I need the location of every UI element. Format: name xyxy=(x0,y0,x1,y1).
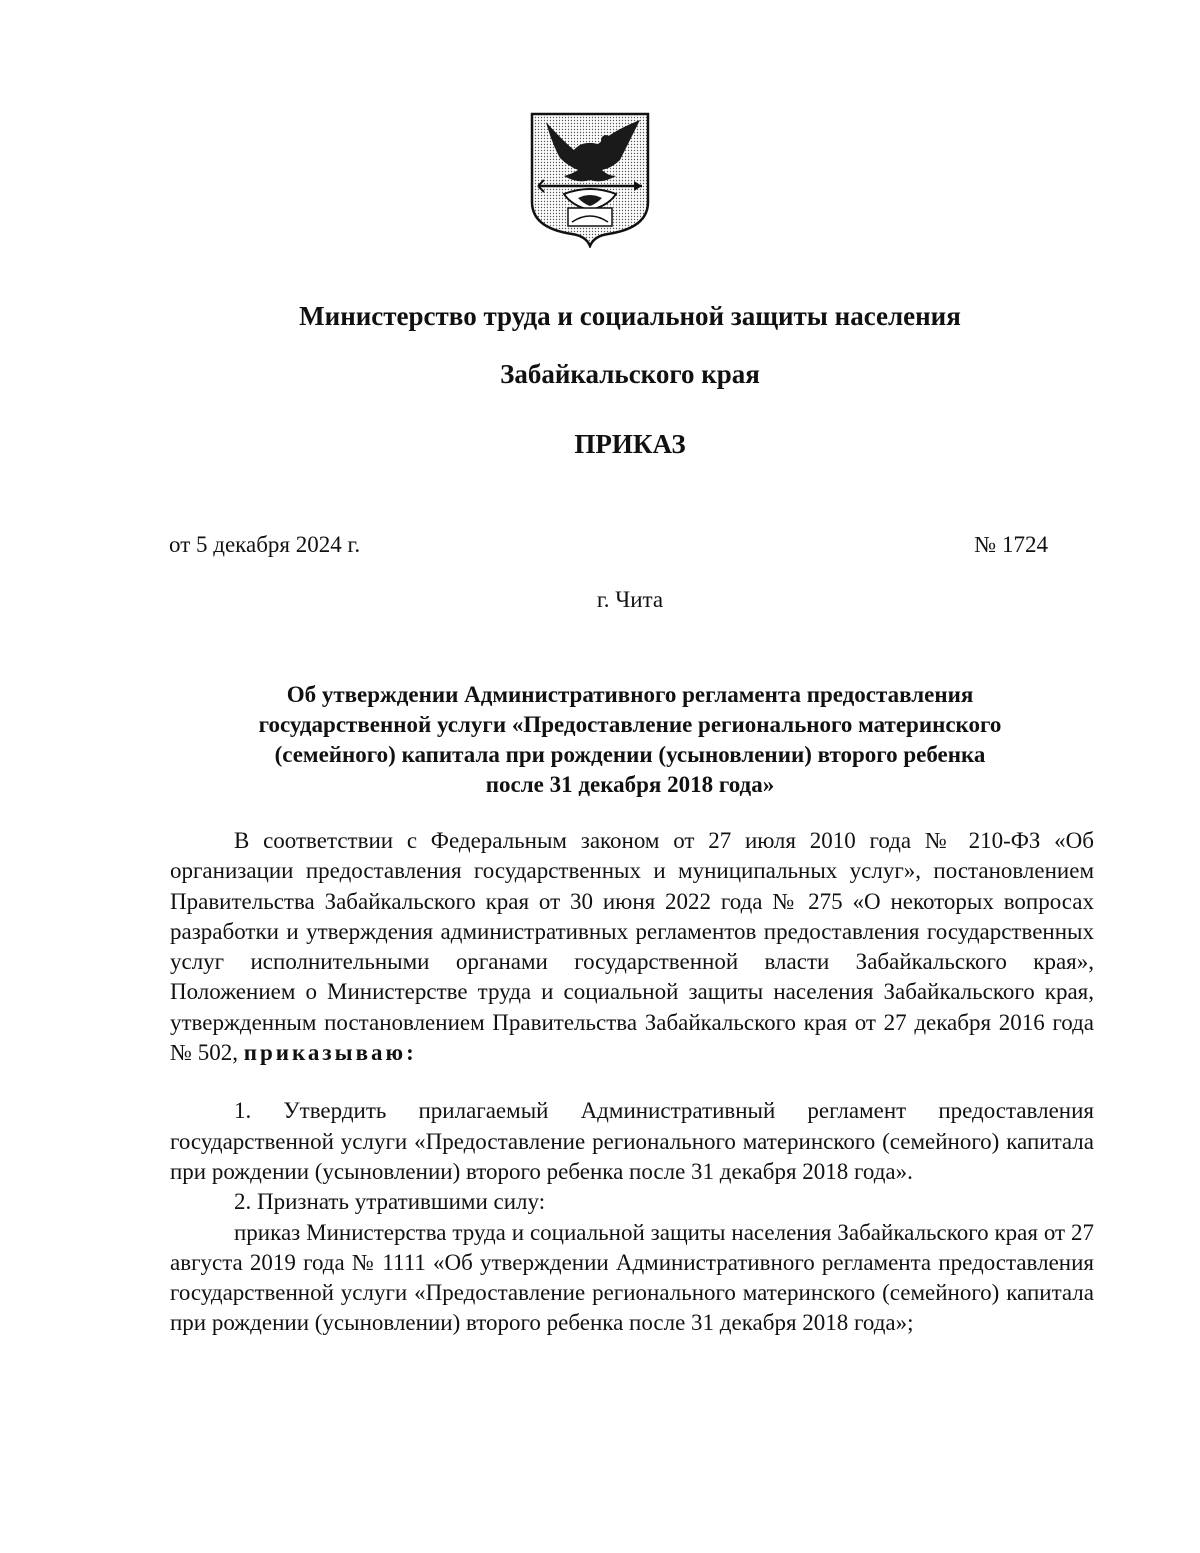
title-line: государственной услуги «Предоставление регионального материнского xyxy=(258,712,1002,737)
item-2-paragraph: 2. Признать утратившими силу: xyxy=(234,1189,546,1215)
document-city: г. Чита xyxy=(596,587,664,612)
title-line: (семейного) капитала при рождении (усыновлении) второго ребенка xyxy=(274,742,986,767)
document-title xyxy=(170,680,1090,800)
organization-name-line1: Министерство труда и социальной защиты населения xyxy=(299,301,961,331)
document-body xyxy=(170,826,1094,1339)
order-word: приказываю: xyxy=(243,1040,417,1066)
item-2-sub-1-paragraph: приказ Министерства труда и социальной защиты населения Забайкальского края от 27 августа 2019 года № 1111 «Об утверждении Административного регламента предоставления государственной услуги «Предоставление регионального материнского (семейного) капитала при рождении (усыновлении) второго ребенка после 31 декабря 2018 года»; xyxy=(170,1219,1094,1336)
item-1-paragraph: 1. Утвердить прилагаемый Административный регламент предоставления государственной услуги «Предоставление регионального материнского (семейного) капитала при рождении (усыновлении) второго ребенка после 31 декабря 2018 года». xyxy=(170,1098,1094,1184)
preamble-paragraph xyxy=(170,826,1094,1068)
document-type: ПРИКАЗ xyxy=(574,429,686,459)
document-date: от 5 декабря 2024 г. xyxy=(169,532,361,557)
preamble-text: В соответствии с Федеральным законом от 27 июля 2010 года № 210-ФЗ «Об организации предоставления государственных и муниципальных услуг», постановлением Правительства Забайкальского края от 30 июня 2022 года № 275 «О некоторых вопросах разработки и утверждения административных регламентов предоставления государственных услуг исполнительными органами государственной власти Забайкальского края», Положением о Министерстве труда и социальной защиты населения Забайкальского края, утвержденным постановлением Правительства Забайкальского края от 27 декабря 2016 года № 502, xyxy=(170,828,1094,1066)
organization-name-line2: Забайкальского края xyxy=(500,359,760,389)
title-line: Об утверждении Административного регламента предоставления xyxy=(286,682,974,707)
document-number: № 1724 xyxy=(974,532,1048,557)
title-line: после 31 декабря 2018 года» xyxy=(485,772,775,797)
coat-of-arms-icon xyxy=(528,110,652,248)
